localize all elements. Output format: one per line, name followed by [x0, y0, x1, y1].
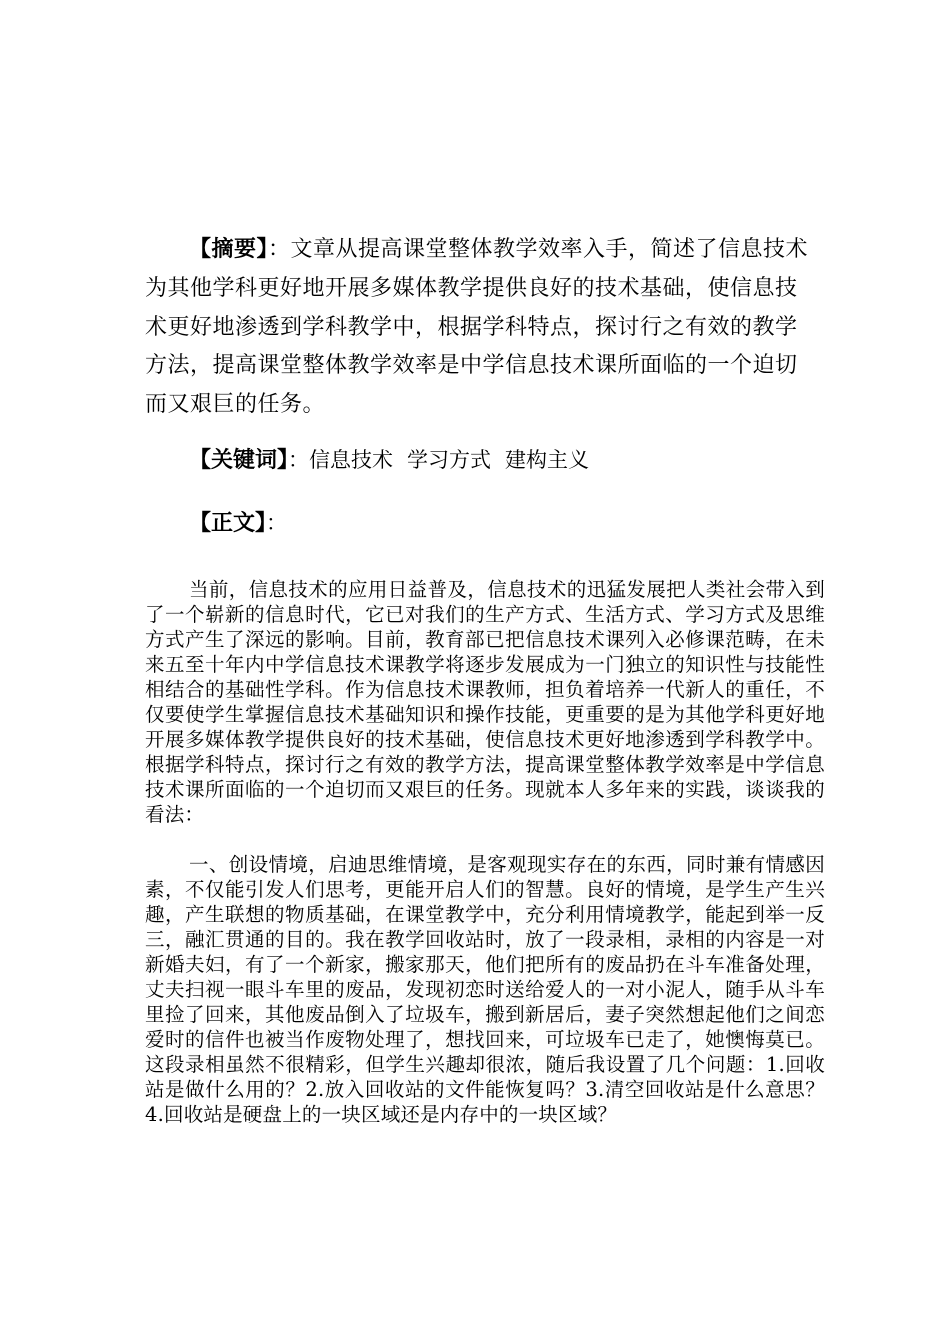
- keywords-separator: ：: [288, 448, 310, 472]
- keywords-line: [189, 445, 603, 476]
- body-content: [145, 577, 825, 1127]
- body-paragraph: 当前，信息技术的应用日益普及，信息技术的迅猛发展把人类社会带入到了一个崭新的信息时代，它已对我们的生产方式、生活方式、学习方式及思维方式产生了深远的影响。目前，教育部已把信息技术课列入必修课范畴，在未来五至十年内中学信息技术课教学将逐步发展成为一门独立的知识性与技能性相结合的基础性学科。作为信息技术课教师，担负着培养一代新人的重任，不仅要使学生掌握信息技术基础知识和操作技能，更重要的是为其他学科更好地开展多媒体教学提供良好的技术基础，使信息技术更好地渗透到学科教学中。根据学科特点，探讨行之有效的教学方法，提高课堂整体教学效率是中学信息技术课所面临的一个迫切而又艰巨的任务。现就本人多年来的实践，谈谈我的看法：: [145, 578, 825, 826]
- body-section-separator: ：: [266, 511, 288, 535]
- abstract-paragraph: [145, 231, 815, 425]
- body-section-title: [189, 508, 287, 539]
- abstract-separator: ：: [268, 237, 291, 262]
- body-paragraph: 一、创设情境，启迪思维情境，是客观现实存在的东西，同时兼有情感因素，不仅能引发人们思考，更能开启人们的智慧。良好的情境，是学生产生兴趣，产生联想的物质基础，在课堂教学中，充分利用情境教学，能起到举一反三，融汇贯通的目的。我在教学回收站时，放了一段录相，录相的内容是一对新婚夫妇，有了一个新家，搬家那天，他们把所有的废品扔在斗车准备处理，丈夫扫视一眼斗车里的废品，发现初恋时送给爱人的一对小泥人，随手从斗车里捡了回来，其他废品倒入了垃圾车，搬到新居后，妻子突然想起他们之间恋爱时的信件也被当作废物处理了，想找回来，可垃圾车已走了，她懊悔莫已。这段录相虽然不很精彩，但学生兴趣却很浓，随后我设置了几个问题：1.回收站是做什么用的？2.放入回收站的文件能恢复吗？3.清空回收站是什么意思？4.回收站是硬盘上的一块区域还是内存中的一块区域？: [145, 853, 825, 1126]
- keyword-item: 信息技术: [309, 448, 394, 472]
- body-section-label: 【正文】: [189, 511, 267, 536]
- keyword-item: 学习方式: [407, 448, 492, 472]
- keyword-item: 建构主义: [505, 448, 590, 472]
- abstract-label: 【摘要】: [189, 237, 269, 262]
- abstract-text: 文章从提高课堂整体教学效率入手，简述了信息技术为其他学科更好地开展多媒体教学提供良好的技术基础，使信息技术更好地渗透到学科教学中，根据学科特点，探讨行之有效的教学方法，提高课堂整体教学效率是中学信息技术课所面临的一个迫切而又艰巨的任务。: [145, 237, 809, 418]
- keywords-label: 【关键词】: [189, 448, 289, 473]
